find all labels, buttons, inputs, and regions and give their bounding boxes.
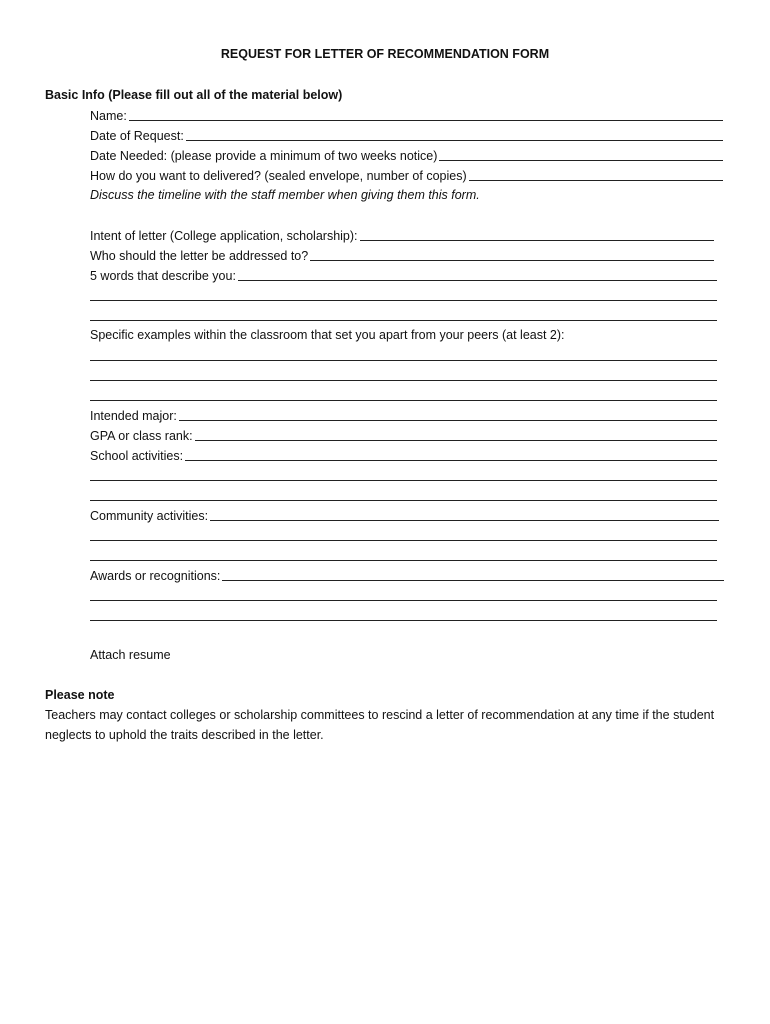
name-blank[interactable] — [129, 120, 723, 121]
school-activities-blank[interactable] — [185, 460, 717, 461]
form-title: REQUEST FOR LETTER OF RECOMMENDATION FORM — [220, 47, 550, 61]
please-note-text: Teachers may contact colleges or scholarship committees to rescind a letter of recommendation at any time if the student neglects to uphold the traits described in the letter. — [45, 708, 715, 742]
school-activities-label: School activities: — [90, 449, 184, 463]
intended-major-label: Intended major: — [90, 409, 177, 423]
intent-field[interactable] — [90, 228, 714, 244]
specific-examples-line-2[interactable] — [90, 380, 717, 381]
addressed-to-blank[interactable] — [310, 260, 714, 261]
specific-examples-line-1[interactable] — [90, 360, 717, 361]
five-words-line-2[interactable] — [90, 300, 717, 301]
school-activities-line-3[interactable] — [90, 500, 717, 501]
please-note-heading: Please note — [45, 688, 115, 702]
five-words-line-3[interactable] — [90, 320, 717, 321]
five-words-field[interactable] — [90, 268, 717, 284]
community-activities-field[interactable] — [90, 508, 719, 524]
awards-blank[interactable] — [222, 580, 724, 581]
community-activities-label: Community activities: — [90, 509, 209, 523]
basic-info-heading: Basic Info (Please fill out all of the material below) — [45, 88, 343, 102]
community-activities-line-3[interactable] — [90, 560, 717, 561]
five-words-blank[interactable] — [238, 280, 717, 281]
awards-field[interactable] — [90, 568, 724, 584]
gpa-field[interactable] — [90, 428, 717, 444]
intent-label: Intent of letter (College application, scholarship): — [90, 229, 358, 243]
intended-major-blank[interactable] — [179, 420, 717, 421]
addressed-to-label: Who should the letter be addressed to? — [90, 249, 309, 263]
intended-major-field[interactable] — [90, 408, 717, 424]
name-label: Name: — [90, 109, 127, 123]
date-needed-field[interactable] — [90, 148, 723, 164]
gpa-label: GPA or class rank: — [90, 429, 193, 443]
date-of-request-label: Date of Request: — [90, 129, 184, 143]
attach-resume-text: Attach resume — [90, 648, 171, 662]
name-field[interactable] — [90, 108, 723, 124]
specific-examples-line-3[interactable] — [90, 400, 717, 401]
school-activities-line-2[interactable] — [90, 480, 717, 481]
addressed-to-field[interactable] — [90, 248, 714, 264]
date-needed-blank[interactable] — [439, 160, 723, 161]
awards-label: Awards or recognitions: — [90, 569, 221, 583]
delivery-blank[interactable] — [469, 180, 723, 181]
delivery-field[interactable] — [90, 168, 723, 184]
awards-line-3[interactable] — [90, 620, 717, 621]
date-needed-label: Date Needed: (please provide a minimum of two weeks notice) — [90, 149, 438, 163]
timeline-note: Discuss the timeline with the staff member when giving them this form. — [90, 188, 480, 202]
gpa-blank[interactable] — [195, 440, 717, 441]
intent-blank[interactable] — [360, 240, 714, 241]
five-words-label: 5 words that describe you: — [90, 269, 236, 283]
awards-line-2[interactable] — [90, 600, 717, 601]
date-of-request-blank[interactable] — [186, 140, 723, 141]
date-of-request-field[interactable] — [90, 128, 723, 144]
community-activities-line-2[interactable] — [90, 540, 717, 541]
community-activities-blank[interactable] — [210, 520, 719, 521]
school-activities-field[interactable] — [90, 448, 717, 464]
delivery-label: How do you want to delivered? (sealed envelope, number of copies) — [90, 169, 467, 183]
specific-examples-label: Specific examples within the classroom that set you apart from your peers (at least 2): — [90, 328, 565, 342]
